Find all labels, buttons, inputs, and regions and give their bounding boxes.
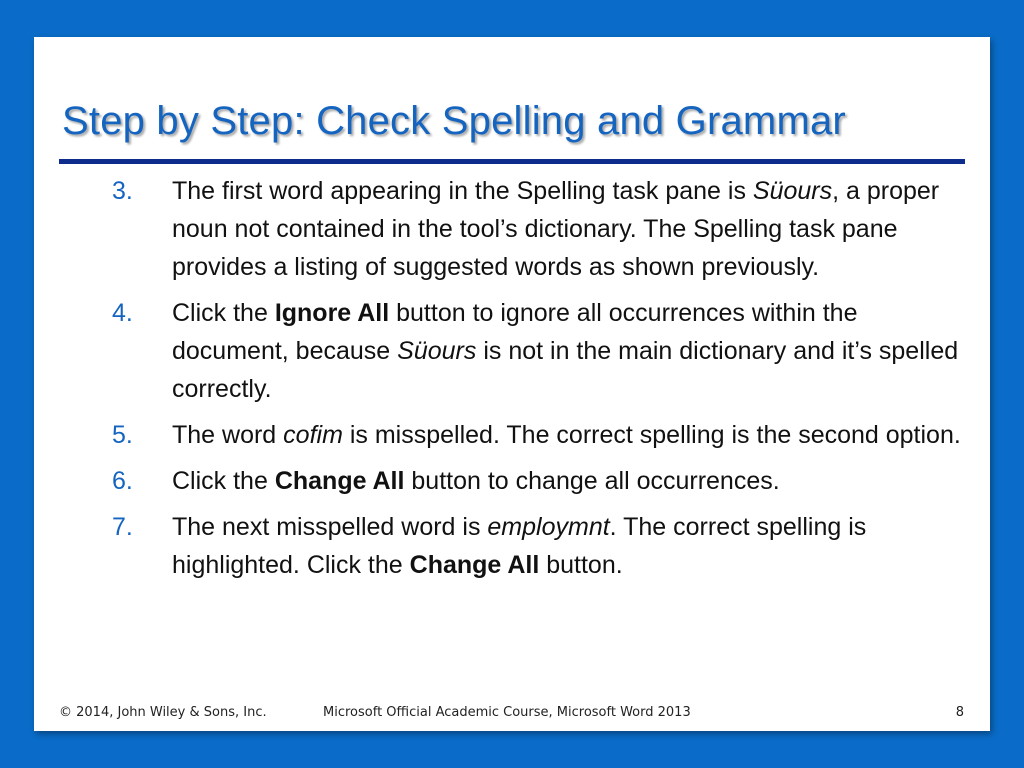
step-item bbox=[112, 416, 972, 454]
step-text-run: is misspelled. The correct spelling is the second option. bbox=[342, 421, 961, 449]
footer-copyright: © 2014, John Wiley & Sons, Inc. bbox=[59, 705, 267, 720]
title-divider bbox=[59, 159, 965, 164]
step-text-run: is not in the main dictionary and it’s spelled correctly. bbox=[172, 337, 959, 403]
step-text-run: , a proper noun not contained in the tool’s dictionary. The Spelling task pane provides a listing of suggested words as shown previously. bbox=[172, 177, 940, 281]
step-emphasis-italic: employmnt bbox=[487, 513, 610, 541]
step-number: 4. bbox=[112, 299, 133, 327]
step-text bbox=[172, 513, 866, 579]
step-text bbox=[172, 299, 958, 403]
step-text bbox=[172, 177, 939, 281]
step-item bbox=[112, 462, 972, 500]
footer-course: Microsoft Official Academic Course, Microsoft Word 2013 bbox=[323, 705, 691, 720]
step-number: 7. bbox=[112, 513, 133, 541]
step-item bbox=[112, 172, 972, 286]
step-list bbox=[112, 172, 972, 592]
step-emphasis-italic: Süours bbox=[752, 177, 833, 205]
step-text-run: The next misspelled word is bbox=[172, 513, 488, 541]
step-text bbox=[172, 467, 780, 495]
step-emphasis-italic: Süours bbox=[397, 337, 477, 365]
step-emphasis-italic: cofim bbox=[283, 421, 343, 449]
slide bbox=[34, 37, 990, 731]
step-text-run: Click the bbox=[172, 467, 275, 495]
step-number: 5. bbox=[112, 421, 133, 449]
step-emphasis-bold: Ignore All bbox=[274, 299, 390, 327]
step-text-run: button to change all occurrences. bbox=[404, 467, 780, 495]
step-emphasis-bold: Change All bbox=[274, 467, 405, 495]
step-text-run: The first word appearing in the Spelling task pane is bbox=[172, 177, 753, 205]
step-item bbox=[112, 508, 972, 584]
step-text-run: The word bbox=[172, 421, 284, 449]
slide-title: Step by Step: Check Spelling and Grammar bbox=[62, 99, 846, 143]
step-text-run: button. bbox=[539, 551, 623, 579]
step-emphasis-bold: Change All bbox=[409, 551, 540, 579]
step-item bbox=[112, 294, 972, 408]
step-text-run: Click the bbox=[172, 299, 275, 327]
footer-page-number: 8 bbox=[955, 705, 964, 720]
step-number: 6. bbox=[112, 467, 133, 495]
step-text bbox=[172, 421, 961, 449]
step-text-run: button to ignore all occurrences within the document, because bbox=[172, 299, 858, 365]
step-text-run: . The correct spelling is highlighted. Click the bbox=[172, 513, 867, 579]
step-number: 3. bbox=[112, 177, 133, 205]
